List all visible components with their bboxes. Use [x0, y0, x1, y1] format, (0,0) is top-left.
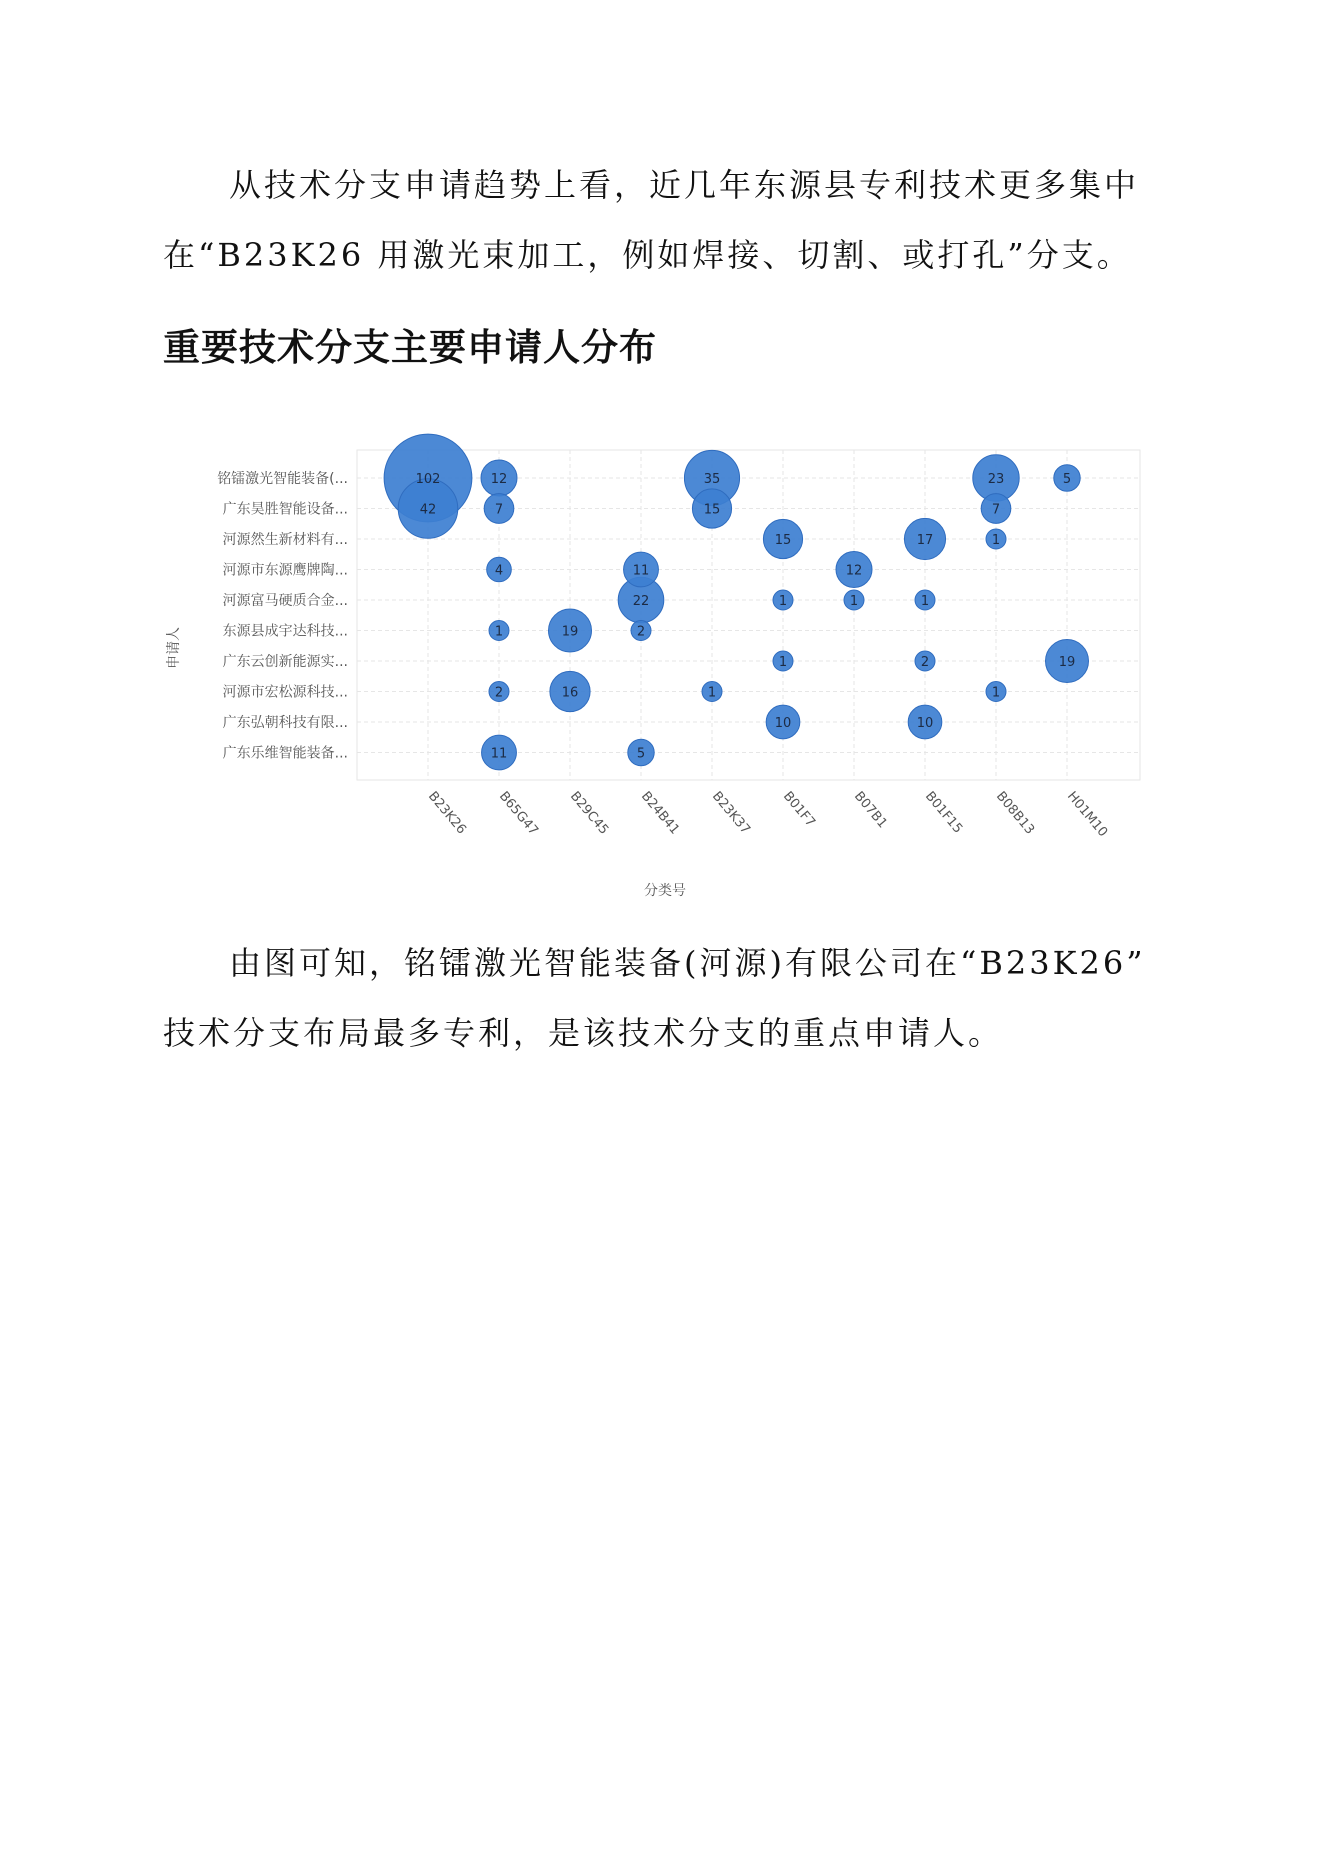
bubble-value-label: 1 [991, 685, 1001, 701]
x-tick-label: B65G47 [495, 788, 541, 839]
conclusion-paragraph [163, 928, 1163, 1068]
y-tick-label: 河源市东源鹰牌陶... [222, 562, 348, 579]
grid-layer [357, 450, 1140, 780]
bubble-value-label: 35 [703, 472, 721, 487]
bubble-chart [160, 430, 1160, 910]
bubble-value-label: 1 [494, 624, 504, 640]
intro-line-2: 在“B23K26 用激光束加工，例如焊接、切割、或打孔”分支。 [163, 236, 1132, 274]
conclusion-line-2: 技术分支布局最多专利，是该技术分支的重点申请人。 [163, 1014, 1004, 1052]
y-tick-label: 广东昊胜智能设备... [222, 501, 348, 518]
y-tick-layer [217, 470, 348, 762]
y-tick-label: 广东乐维智能装备... [222, 745, 348, 762]
x-tick-label: B01F15 [921, 788, 966, 837]
bubble-value-label: 17 [916, 533, 934, 548]
plot-frame [357, 450, 1140, 780]
bubble-value-label: 19 [1058, 655, 1076, 670]
bubble-value-label: 5 [1062, 472, 1072, 487]
bubble-value-label: 16 [561, 685, 579, 701]
x-tick-label: B23K26 [424, 788, 469, 838]
y-tick-label: 河源市宏松源科技... [222, 684, 348, 701]
x-tick-label: B08B13 [992, 788, 1038, 838]
intro-paragraph [163, 150, 1163, 290]
x-tick-layer [425, 789, 1110, 840]
bubble-value-label: 2 [494, 685, 504, 701]
x-tick-label: B07B1 [850, 788, 890, 832]
y-tick-label: 广东弘朝科技有限... [222, 715, 348, 731]
section-heading: 重要技术分支主要申请人分布 [163, 326, 657, 369]
bubble-value-label: 1 [920, 594, 930, 609]
bubble-value-label: 12 [490, 472, 508, 487]
bubble-layer [384, 434, 1088, 770]
x-tick-label: B24B41 [637, 788, 683, 838]
conclusion-line-1: 由图可知，铭镭激光智能装备(河源)有限公司在“B23K26” [229, 944, 1146, 982]
x-axis-label: 分类号 [644, 883, 686, 899]
y-tick-label: 东源县成宇达科技... [222, 623, 348, 640]
x-tick-label: B23K37 [708, 788, 753, 838]
bubble-value-label: 2 [636, 624, 646, 640]
bubble-value-label: 1 [778, 594, 788, 609]
bubble-value-label: 7 [991, 502, 1001, 518]
y-tick-label: 河源富马硬质合金... [222, 593, 348, 609]
bubble-value-label: 22 [632, 594, 650, 609]
bubble-value-label: 10 [916, 716, 934, 731]
bubble-value-label: 1 [849, 594, 859, 609]
bubble-value-label: 12 [845, 563, 863, 579]
bubble-value-label: 1 [778, 655, 788, 670]
bubble-value-label: 15 [703, 502, 721, 518]
bubble-value-label: 4 [494, 563, 504, 579]
bubble-value-label: 11 [490, 746, 508, 762]
bubble-value-label: 1 [707, 685, 717, 701]
x-tick-label: B29C45 [566, 788, 612, 838]
intro-line-1: 从技术分支申请趋势上看，近几年东源县专利技术更多集中 [229, 166, 1140, 204]
bubble-chart-svg [160, 430, 1160, 910]
bubble-value-label: 23 [987, 472, 1005, 487]
bubble-value-label: 42 [419, 502, 437, 518]
bubble-value-label: 5 [636, 746, 646, 762]
bubble-value-label: 15 [774, 533, 792, 548]
bubble-value-label: 7 [494, 502, 504, 518]
y-tick-label: 河源然生新材料有... [222, 532, 348, 548]
bubble-value-label: 2 [920, 655, 930, 670]
bubble-value-label: 19 [561, 624, 579, 640]
x-tick-label: H01M10 [1063, 788, 1111, 840]
y-axis-label: 申请人 [166, 627, 182, 669]
y-tick-label: 广东云创新能源实... [222, 654, 348, 670]
bubble-value-label: 11 [632, 563, 650, 579]
bubble-value-label: 1 [991, 533, 1001, 548]
bubble-value-label: 10 [774, 716, 792, 731]
x-tick-label: B01F7 [779, 788, 818, 831]
bubble-value-label: 102 [415, 472, 441, 487]
y-tick-label: 铭镭激光智能装备(... [217, 471, 348, 487]
